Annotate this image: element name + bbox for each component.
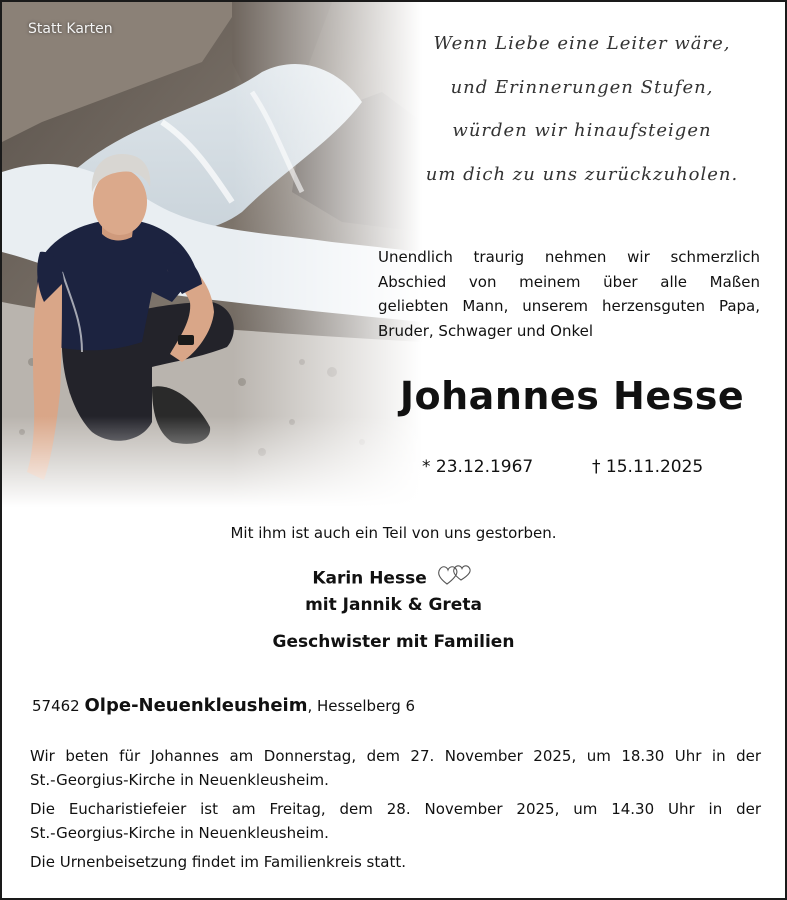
address-street: , Hesselberg 6 (307, 697, 416, 715)
mourner-name: Karin Hesse (312, 568, 427, 589)
notice-line: Wir beten für Johannes am Donnerstag, dem 27. November 2025, um 18.30 Uhr in der (30, 747, 761, 765)
deceased-name: Johannes Hesse (399, 374, 745, 418)
death-date: † 15.11.2025 (592, 457, 704, 477)
hearts-icon (437, 564, 475, 593)
mourners-primary (2, 564, 785, 617)
mourners-siblings: Geschwister mit Familien (272, 632, 515, 652)
address-city: Olpe-Neuenkleusheim (84, 695, 308, 716)
intro-line: Abschied von meinem über alle Maßen (378, 272, 760, 291)
intro-line: Unendlich traurig nehmen wir schmerzlich (378, 248, 760, 266)
address-zip: 57462 (32, 697, 80, 715)
notice-line: St.-Georgius-Kirche in Neuenkleusheim. (30, 770, 329, 789)
poem-line: würden wir hinaufsteigen (452, 120, 712, 141)
address (32, 695, 415, 716)
prayer-notice (30, 745, 761, 792)
intro-text (378, 245, 760, 343)
birth-date: * 23.12.1967 (422, 457, 534, 477)
closing-line: Mit ihm ist auch ein Teil von uns gestorben. (230, 524, 557, 542)
notice-line: Die Eucharistiefeier ist am Freitag, dem 28. November 2025, um 14.30 Uhr in der (30, 800, 761, 818)
poem-line: Wenn Liebe eine Leiter wäre, (433, 33, 731, 54)
poem (402, 22, 762, 196)
burial-notice: Die Urnenbeisetzung findet im Familienkreis statt. (30, 853, 406, 871)
intro-line: geliebten Mann, unserem herzensguten Papa, (378, 297, 760, 315)
poem-line: um dich zu uns zurückzuholen. (425, 163, 739, 185)
service-notices (30, 745, 761, 881)
statt-karten-label: Statt Karten (28, 21, 113, 37)
intro-line: Bruder, Schwager und Onkel (378, 321, 594, 340)
notice-line: St.-Georgius-Kirche in Neuenkleusheim. (30, 823, 329, 842)
memorial-photo (2, 2, 422, 507)
poem-line: und Erinnerungen Stufen, (450, 76, 714, 98)
mourner-children: mit Jannik & Greta (305, 595, 482, 615)
mass-notice (30, 798, 761, 845)
